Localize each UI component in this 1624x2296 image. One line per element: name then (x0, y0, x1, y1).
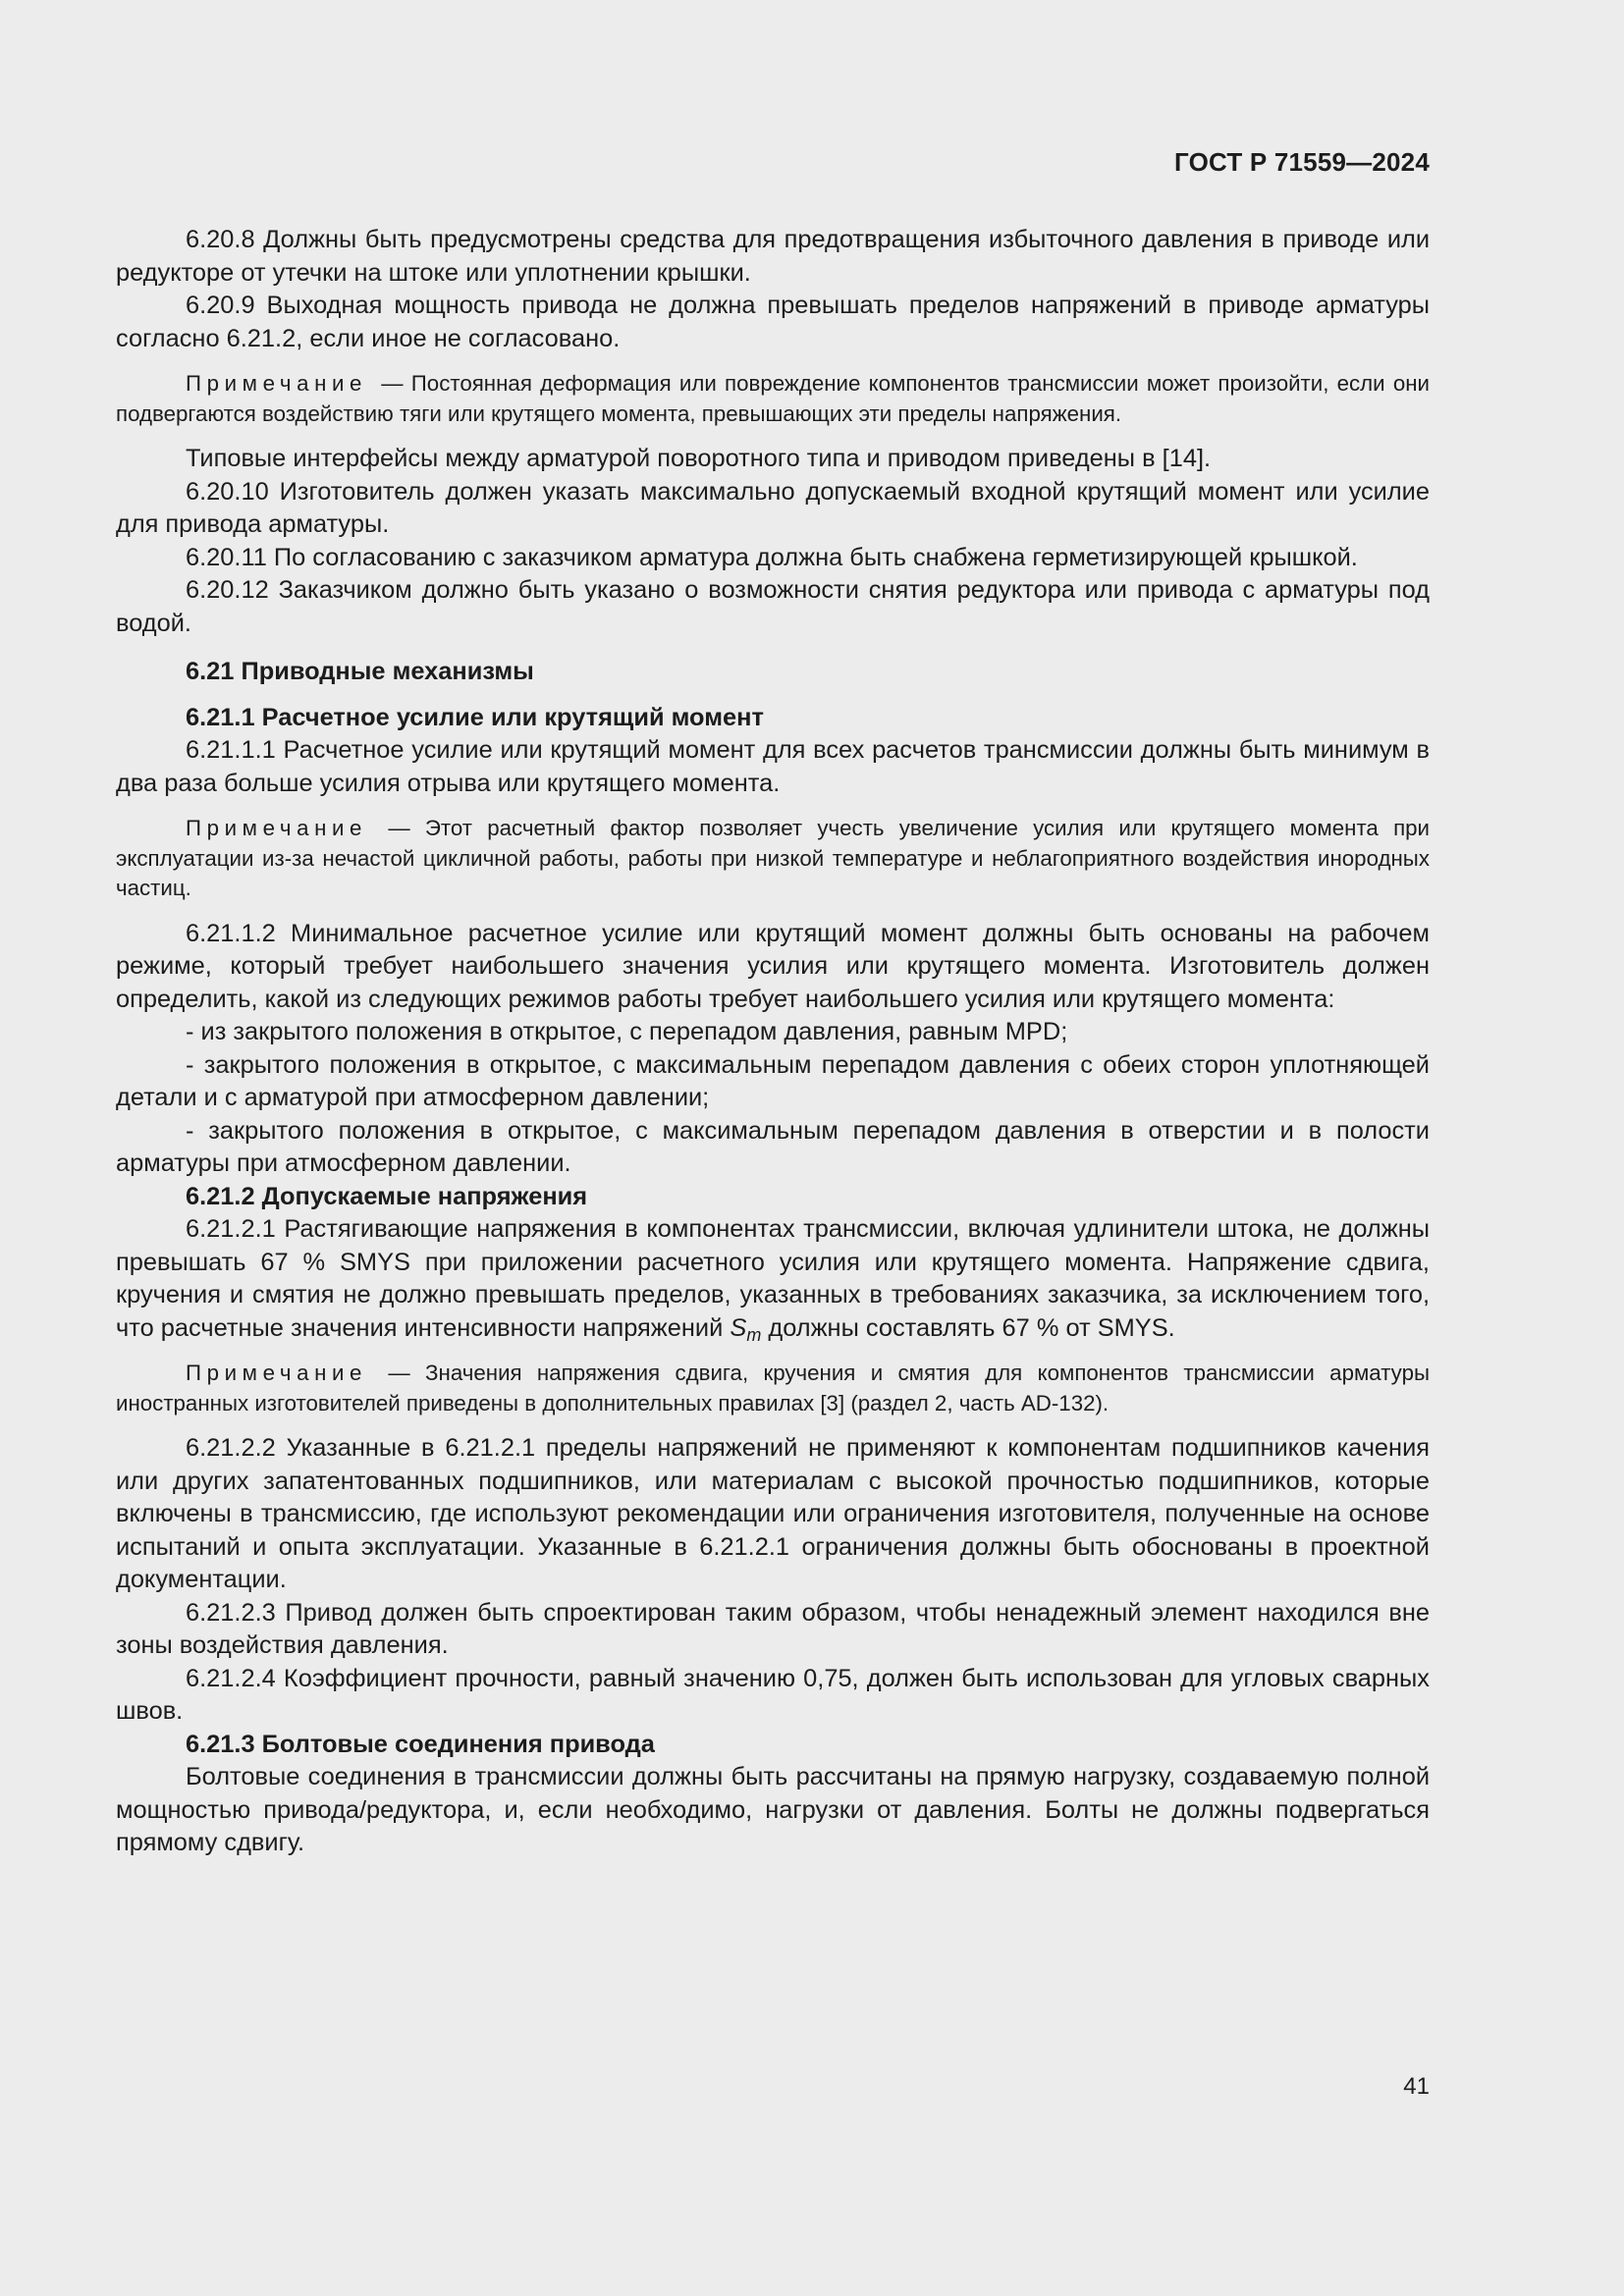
note-1 (116, 369, 1430, 429)
heading-6-21-1: 6.21.1 Расчетное усилие или крутящий момент (186, 703, 764, 731)
paragraph-6-21-2-1 (116, 1213, 1430, 1345)
symbol-s: S (730, 1313, 747, 1342)
note-3 (116, 1359, 1430, 1418)
paragraph-text-start: 6.21.2.1 Растягивающие напряжения в компонентах трансмиссии, включая удлинители штока, не должны превышать 67 % SMYS при приложении расчетного усилия или крутящего момента. Напряжение сдвига, кручения и смятия не должно превышать пределов, указанных в требованиях заказчика, за исключением того, что расчетные значения интенсивности напряжений (116, 1215, 1430, 1342)
page-number: 41 (1403, 2073, 1430, 2100)
paragraph-6-21-1-2: 6.21.1.2 Минимальное расчетное усилие или крутящий момент должны быть основаны на рабочем режиме, который требует наибольшего значения усилия или крутящего момента. Изготовитель должен определить, какой из следующих режимов работы требует наибольшего усилия или крутящего момента: (116, 919, 1430, 1013)
document-body (116, 224, 1430, 1860)
note-text: — Этот расчетный фактор позволяет учесть увеличение усилия или крутящего момента при эксплуатации из-за нечастой цикличной работы, работы при низкой температуре и неблагоприятного воздействия инородных частиц. (116, 816, 1430, 900)
paragraph-6-21-2-3: 6.21.2.3 Привод должен быть спроектирован таким образом, чтобы ненадежный элемент находился вне зоны воздействия давления. (116, 1598, 1430, 1659)
heading-6-21-2: 6.21.2 Допускаемые напряжения (186, 1182, 588, 1210)
paragraph-text-end: должны составлять 67 % от SMYS. (768, 1313, 1175, 1342)
paragraph-6-20-9: 6.20.9 Выходная мощность привода не должна превышать пределов напряжений в приводе арматуры согласно 6.21.2, если иное не согласовано. (116, 292, 1430, 352)
note-2 (116, 814, 1430, 904)
paragraph-interfaces: Типовые интерфейсы между арматурой поворотного типа и приводом приведены в [14]. (186, 445, 1212, 472)
list-item-1: - из закрытого положения в открытое, с перепадом давления, равным MPD; (186, 1018, 1068, 1045)
note-text: — Значения напряжения сдвига, кручения и смятия для компонентов трансмиссии арматуры иностранных изготовителей приведены в дополнительных правилах [3] (раздел 2, часть AD-132). (116, 1361, 1430, 1415)
paragraph-6-21-1-1: 6.21.1.1 Расчетное усилие или крутящий момент для всех расчетов трансмиссии должны быть минимум в два раза больше усилия отрыва или крутящего момента. (116, 736, 1430, 797)
heading-6-21-3: 6.21.3 Болтовые соединения привода (186, 1730, 655, 1758)
document-code: ГОСТ Р 71559—2024 (1174, 147, 1430, 177)
note-label: Примечание (186, 1361, 368, 1385)
paragraph-6-21-2-4: 6.21.2.4 Коэффициент прочности, равный значению 0,75, должен быть использован для угловых сварных швов. (116, 1664, 1430, 1725)
symbol-s-m (730, 1313, 762, 1345)
note-label: Примечание (186, 816, 368, 840)
paragraph-6-20-10: 6.20.10 Изготовитель должен указать максимально допускаемый входной крутящий момент или усилие для привода арматуры. (116, 477, 1430, 538)
list-item-3: - закрытого положения в открытое, с максимальным перепадом давления в отверстии и в полости арматуры при атмосферном давлении. (116, 1116, 1430, 1177)
paragraph-6-21-2-2: 6.21.2.2 Указанные в 6.21.2.1 пределы напряжений не применяют к компонентам подшипников качения или других запатентованных подшипников, или материалам с высокой прочностью подшипников, которые включены в трансмиссию, где используют рекомендации или ограничения изготовителя, полученные на основе испытаний и опыта эксплуатации. Указанные в 6.21.2.1 ограничения должны быть обоснованы в проектной документации. (116, 1434, 1430, 1593)
paragraph-6-20-8: 6.20.8 Должны быть предусмотрены средства для предотвращения избыточного давления в приводе или редукторе от утечки на штоке или уплотнении крышки. (116, 226, 1430, 287)
note-text: — Постоянная деформация или повреждение компонентов трансмиссии может произойти, если они подвергаются воздействию тяги или крутящего момента, превышающих эти пределы напряжения. (116, 371, 1430, 426)
list-item-2: - закрытого положения в открытое, с максимальным перепадом давления с обеих сторон уплотняющей детали и с арматурой при атмосферном давлении; (116, 1050, 1430, 1111)
paragraph-6-20-11: 6.20.11 По согласованию с заказчиком арматура должна быть снабжена герметизирующей крышкой. (186, 543, 1358, 571)
paragraph-6-21-3: Болтовые соединения в трансмиссии должны быть рассчитаны на прямую нагрузку, создаваемую полной мощностью привода/редуктора, и, если необходимо, нагрузки от давления. Болты не должны подвергаться прямому сдвигу. (116, 1763, 1430, 1856)
paragraph-6-20-12: 6.20.12 Заказчиком должно быть указано о возможности снятия редуктора или привода с арматуры под водой. (116, 576, 1430, 637)
note-label: Примечание (186, 371, 368, 396)
heading-6-21: 6.21 Приводные механизмы (186, 658, 534, 685)
symbol-subscript-m: m (746, 1324, 762, 1345)
